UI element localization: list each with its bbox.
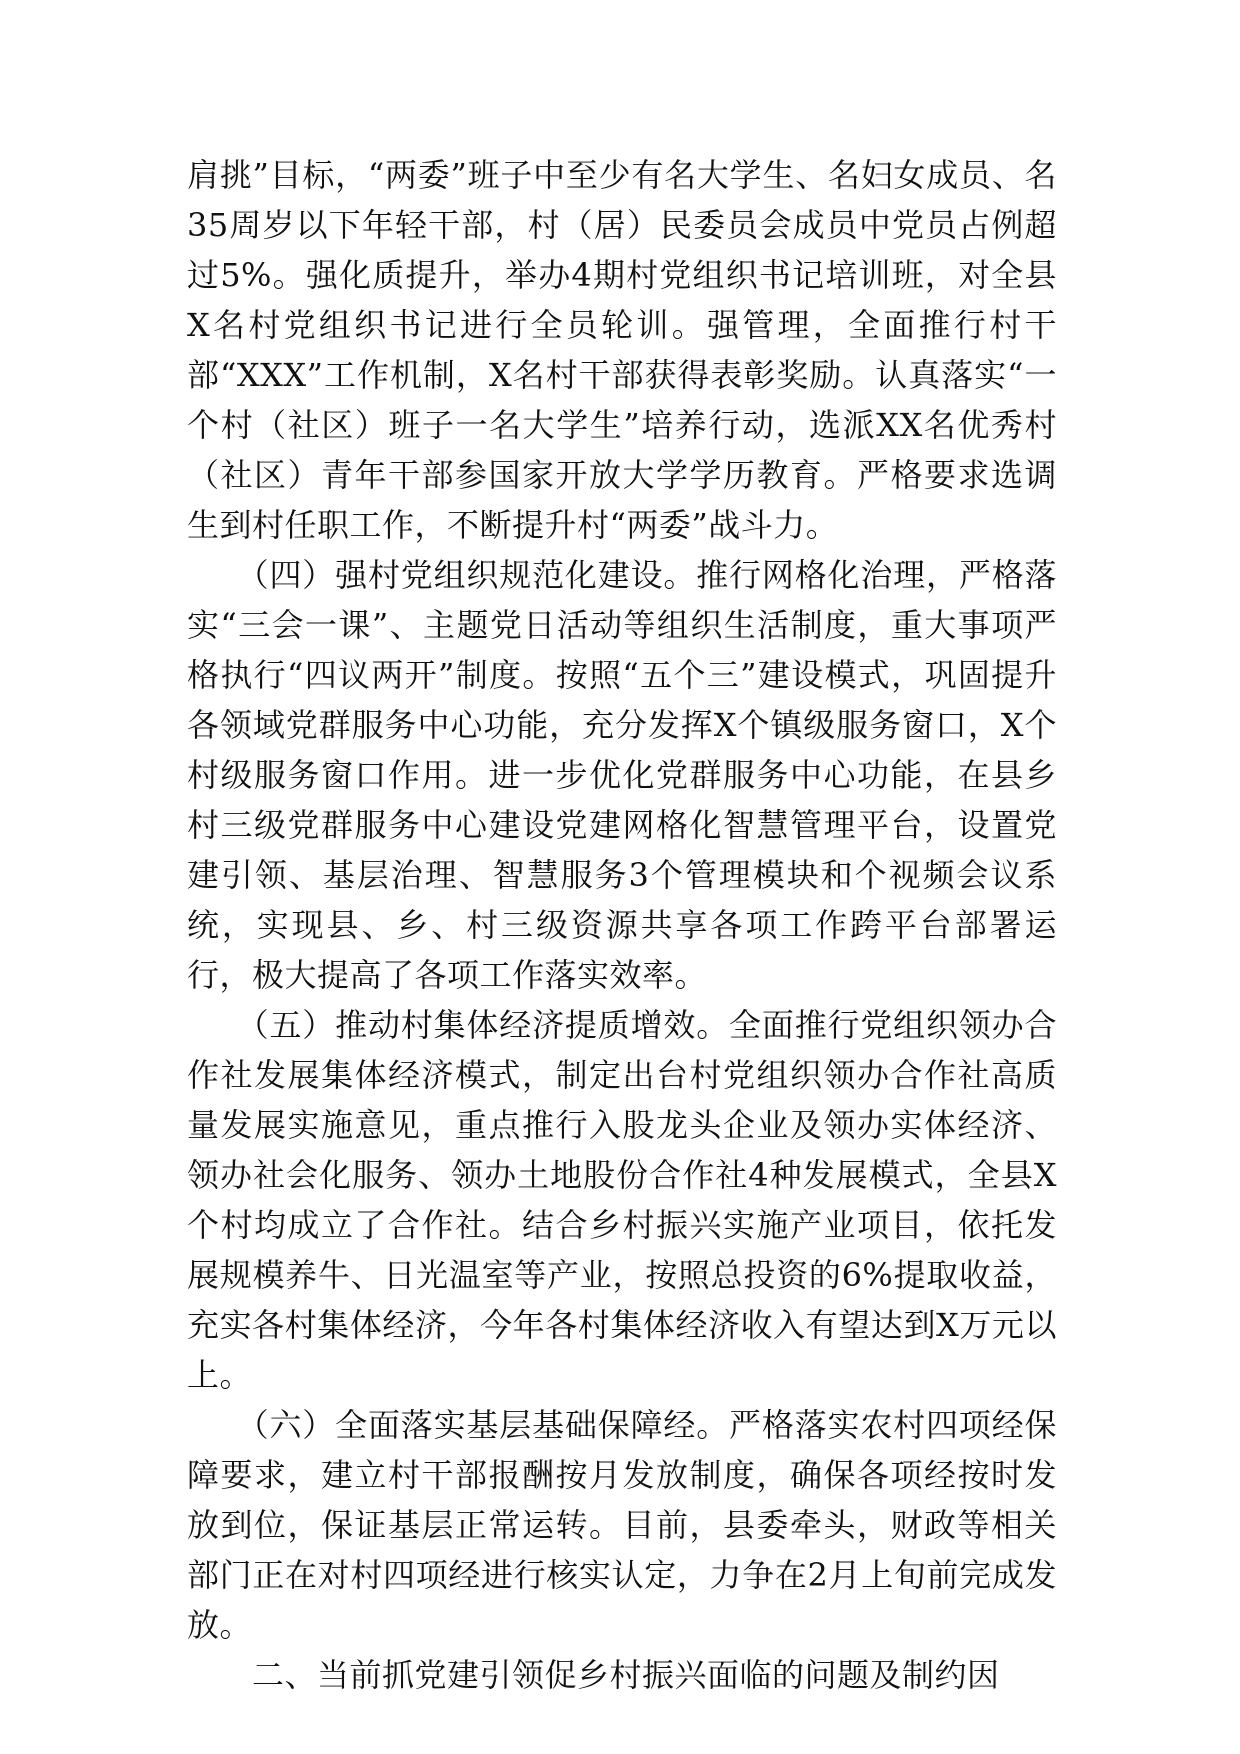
paragraph-section-4: （四）强村党组织规范化建设。推行网格化治理，严格落实“三会一课”、主题党日活动等组织生活制度，重大事项严格执行“四议两开”制度。按照“五个三”建设模式，巩固提升各领域党群服务中心功能，充分发挥X个镇级服务窗口，X个村级服务窗口作用。进一步优化党群服务中心功能，在县乡村三级党群服务中心建设党建网格化智慧管理平台，设置党建引领、基层治理、智慧服务3个管理模块和个视频会议系统，实现县、乡、村三级资源共享各项工作跨平台部署运行，极大提高了各项工作落实效率。 xyxy=(187,556,1057,994)
document-body xyxy=(187,150,1057,1700)
section-heading-2: 二、当前抓党建引领促乡村振兴面临的问题及制约因 xyxy=(187,1656,1000,1694)
paragraph-continuation: 肩挑”目标，“两委”班子中至少有名大学生、名妇女成员、名35周岁以下年轻干部，村（居）民委员会成员中党员占例超过5%。强化质提升，举办4期村党组织书记培训班，对全县X名村党组织书记进行全员轮训。强管理，全面推行村干部“XXX”工作机制，X名村干部获得表彰奖励。认真落实“一个村（社区）班子一名大学生”培养行动，选派XX名优秀村（社区）青年干部参国家开放大学学历教育。严格要求选调生到村任职工作，不断提升村“两委”战斗力。 xyxy=(187,156,1057,544)
paragraph-section-6: （六）全面落实基层基础保障经。严格落实农村四项经保障要求，建立村干部报酬按月发放制度，确保各项经按时发放到位，保证基层正常运转。目前，县委牵头，财政等相关部门正在对村四项经进行核实认定，力争在2月上旬前完成发放。 xyxy=(187,1406,1057,1644)
paragraph-section-5: （五）推动村集体经济提质增效。全面推行党组织领办合作社发展集体经济模式，制定出台村党组织领办合作社高质量发展实施意见，重点推行入股龙头企业及领办实体经济、领办社会化服务、领办土地股份合作社4种发展模式，全县X个村均成立了合作社。结合乡村振兴实施产业项目，依托发展规模养牛、日光温室等产业，按照总投资的6%提取收益，充实各村集体经济，今年各村集体经济收入有望达到X万元以上。 xyxy=(187,1006,1057,1394)
